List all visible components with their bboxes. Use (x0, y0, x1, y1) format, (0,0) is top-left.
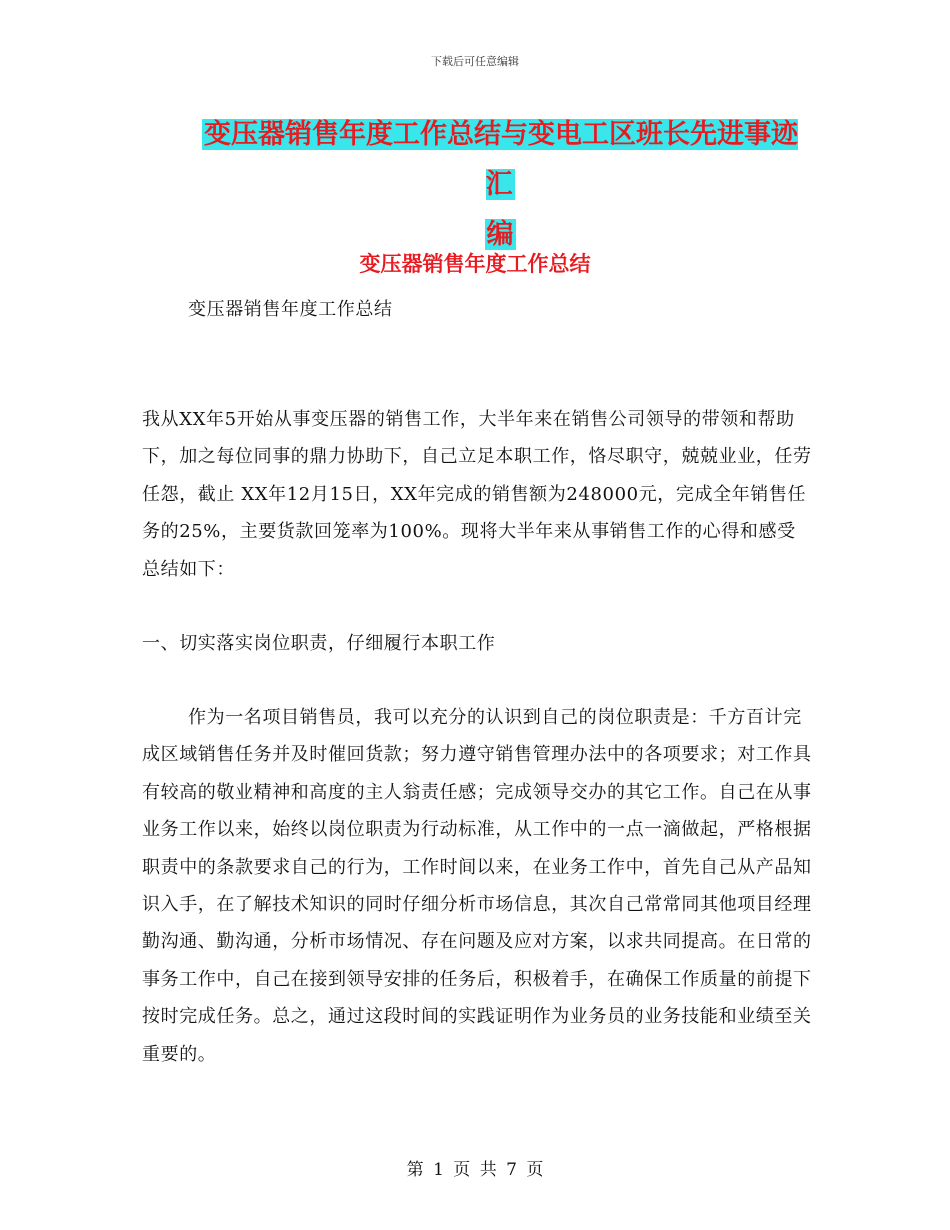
header-note: 下载后可任意编辑 (431, 55, 519, 68)
title-line-1: 变压器销售年度工作总结与变电工区班长先进事迹汇 (204, 119, 798, 200)
title-line-2: 编 (486, 219, 514, 250)
body-paragraph: 作为一名项目销售员，我可以充分的认识到自己的岗位职责是：千方百计完成区域销售任务并及时催回货款；努力遵守销售管理办法中的各项要求；对工作具有较高的敬业精神和高度的主人翁责任感；完成领导交办的其它工作。自己在从事业务工作以来，始终以岗位职责为行动标准，从工作中的一点一滴做起，严格根据职责中的条款要求自己的行为，工作时间以来，在业务工作中，首先自己从产品知识入手，在了解技术知识的同时仔细分析市场信息，其次自己常常同其他项目经理勤沟通、勤沟通，分析市场情况、存在问题及应对方案，以求共同提高。在日常的事务工作中，自己在接到领导安排的任务后，积极着手，在确保工作质量的前提下按时完成任务。总之，通过这段时间的实践证明作为业务员的业务技能和业绩至关重要的。 (142, 707, 812, 1065)
section-title: 变压器销售年度工作总结 (359, 252, 591, 276)
document-title (190, 110, 810, 260)
page-footer: 第 1 页 共 7 页 (406, 1160, 544, 1180)
subtitle: 变压器销售年度工作总结 (188, 299, 393, 320)
section-heading-1: 一、切实落实岗位职责，仔细履行本职工作 (142, 633, 496, 654)
intro-paragraph: 我从XX年5开始从事变压器的销售工作，大半年来在销售公司领导的带领和帮助下，加之每位同事的鼎力协助下，自己立足本职工作，恪尽职守，兢兢业业，任劳任怨，截止 XX年12月15日，XX年完成的销售额为248000元，完成全年销售任务的25%，主要货款回笼率为100%。现将大半年来从事销售工作的心得和感受总结如下： (142, 409, 812, 580)
